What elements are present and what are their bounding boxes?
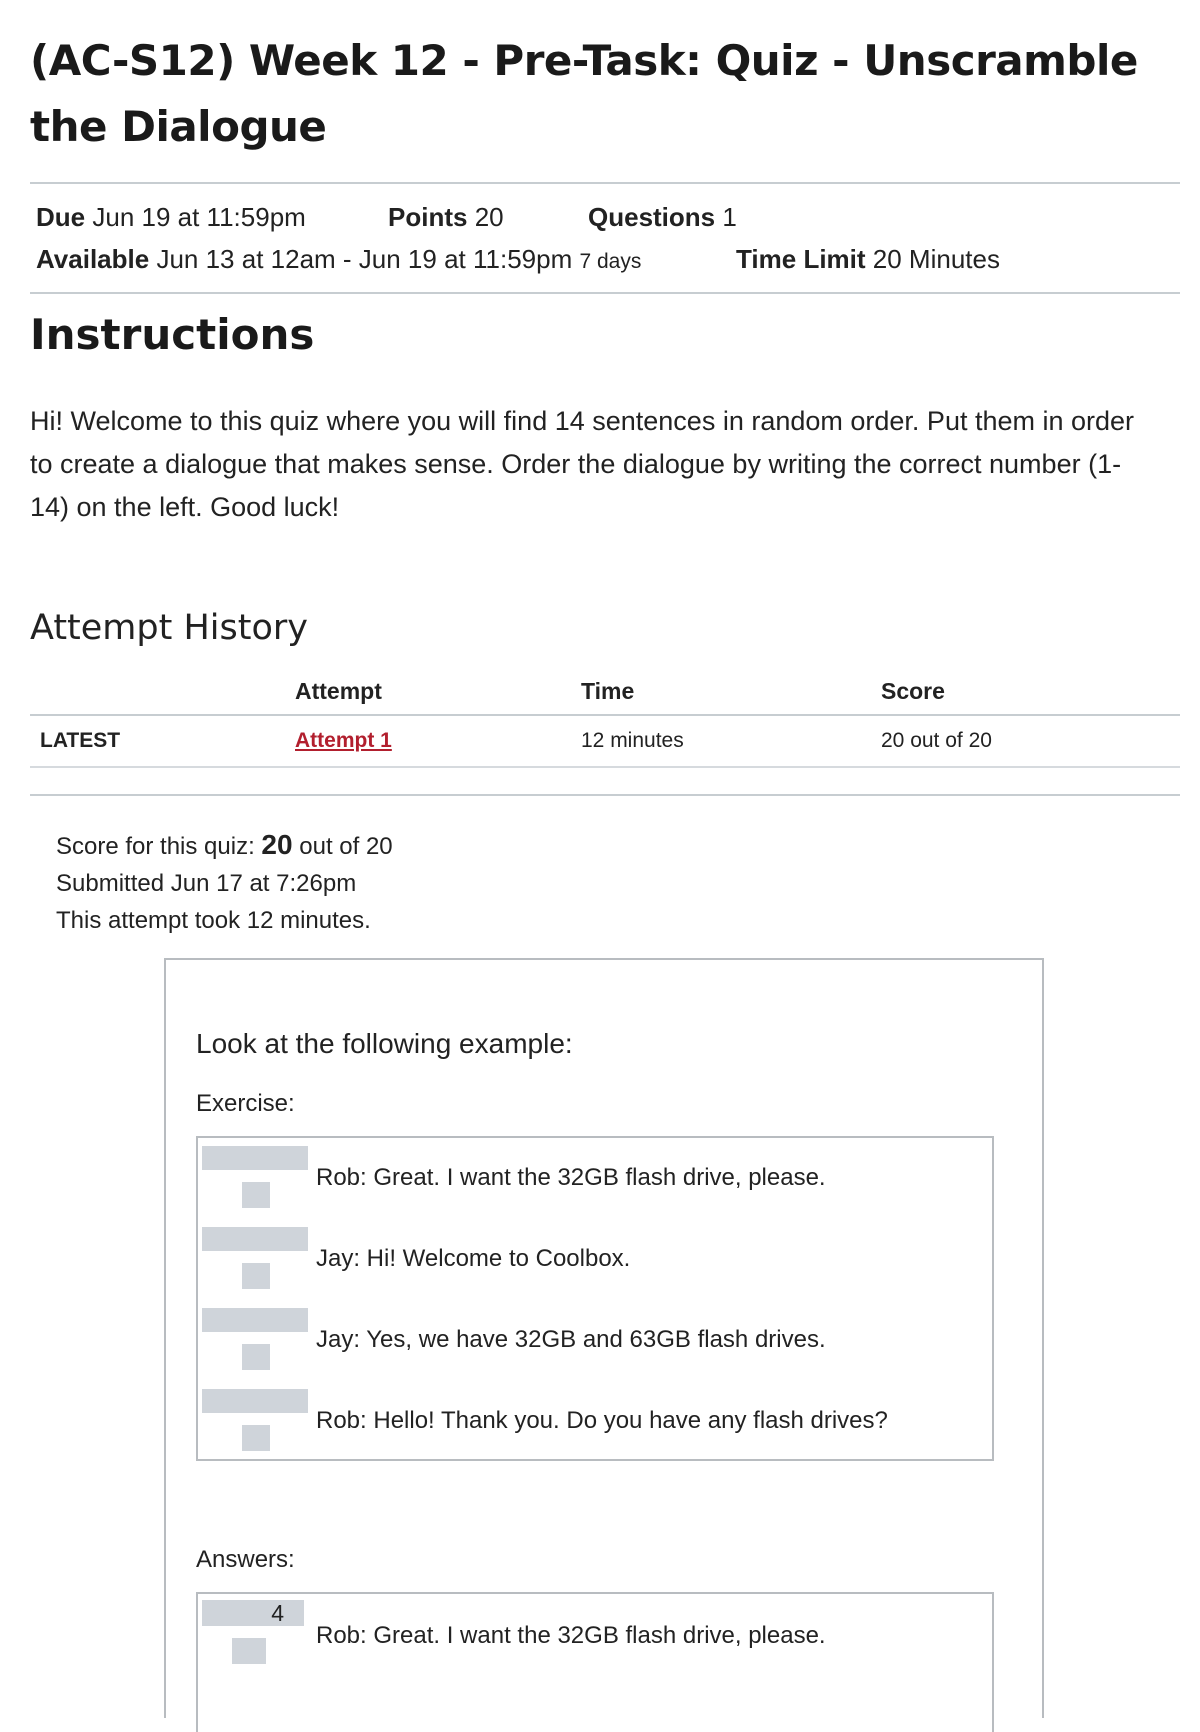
divider	[30, 292, 1180, 294]
answers-list	[196, 1592, 994, 1732]
sentence-text: Jay: Hi! Welcome to Coolbox.	[316, 1245, 631, 1272]
order-handle-placeholder	[242, 1344, 270, 1370]
sentence-text: Rob: Great. I want the 32GB flash drive, please.	[316, 1622, 826, 1649]
column-header-attempt: Attempt	[295, 677, 382, 704]
questions-detail	[588, 202, 737, 233]
exercise-label: Exercise:	[196, 1090, 295, 1117]
score-prefix: Score for this quiz:	[56, 833, 262, 860]
attempt-history-table	[30, 668, 1180, 768]
column-header-tag	[30, 668, 295, 715]
answers-label: Answers:	[196, 1546, 295, 1573]
due-detail	[36, 202, 306, 233]
order-handle-placeholder	[242, 1263, 270, 1289]
available-label: Available	[36, 244, 150, 274]
exercise-list	[196, 1136, 994, 1461]
attempt-link[interactable]: Attempt 1	[295, 729, 392, 752]
available-value: Jun 13 at 12am - Jun 19 at 11:59pm	[156, 244, 573, 274]
list-item	[198, 1300, 992, 1381]
quiz-details	[30, 184, 1180, 292]
instructions-text: Hi! Welcome to this quiz where you will find 14 sentences in random order. Put them in order to create a dialogue that makes sense. Order the dialogue by writing the correct number (1-14) on the left. Good luck!	[30, 406, 1135, 522]
question-box	[164, 958, 1044, 1718]
due-value: Jun 19 at 11:59pm	[92, 202, 306, 232]
order-handle-placeholder	[242, 1182, 270, 1208]
list-item	[198, 1594, 992, 1675]
order-field-placeholder	[202, 1308, 308, 1332]
points-detail	[388, 202, 504, 233]
attempt-time: 12 minutes	[581, 715, 881, 767]
table-header-row	[30, 668, 1180, 715]
due-label: Due	[36, 202, 86, 232]
time-limit-detail	[736, 244, 1000, 275]
order-field-placeholder	[202, 1227, 308, 1251]
list-item	[198, 1138, 992, 1219]
quiz-page	[30, 0, 1180, 1649]
questions-label: Questions	[588, 202, 716, 232]
score-value: 20	[261, 829, 293, 860]
time-limit-value: 20 Minutes	[872, 244, 1000, 274]
list-item	[198, 1381, 992, 1462]
question-heading: Look at the following example:	[196, 1028, 573, 1059]
points-label: Points	[388, 202, 468, 232]
questions-value: 1	[722, 202, 737, 232]
order-handle-placeholder	[242, 1425, 270, 1451]
order-handle-placeholder	[232, 1638, 266, 1664]
score-suffix: out of 20	[292, 833, 393, 860]
column-header-time: Time	[581, 677, 635, 704]
sentence-text: Jay: Yes, we have 32GB and 63GB flash drives.	[316, 1326, 826, 1353]
attempt-duration-text: This attempt took 12 minutes.	[56, 907, 371, 934]
available-detail	[36, 244, 641, 275]
order-field-placeholder	[202, 1146, 308, 1170]
latest-tag: LATEST	[30, 715, 295, 767]
sentence-text: Rob: Hello! Thank you. Do you have any flash drives?	[316, 1407, 888, 1434]
table-row	[30, 715, 1180, 767]
column-header-score: Score	[881, 677, 945, 704]
attempt-history-heading: Attempt History	[30, 608, 308, 648]
divider	[30, 794, 1180, 796]
order-field-placeholder	[202, 1389, 308, 1413]
time-limit-label: Time Limit	[736, 244, 866, 274]
page-title: (AC-S12) Week 12 - Pre-Task: Quiz - Unscramble the Dialogue	[30, 36, 1138, 151]
quiz-score-line	[56, 826, 393, 865]
available-duration: 7 days	[579, 250, 642, 273]
answer-number: 4	[202, 1600, 304, 1626]
instructions-heading: Instructions	[30, 310, 315, 359]
list-item	[198, 1219, 992, 1300]
score-summary	[56, 826, 393, 939]
points-value: 20	[474, 202, 504, 232]
submitted-text: Submitted Jun 17 at 7:26pm	[56, 870, 357, 897]
sentence-text: Rob: Great. I want the 32GB flash drive, please.	[316, 1164, 826, 1191]
attempt-score: 20 out of 20	[881, 715, 1180, 767]
